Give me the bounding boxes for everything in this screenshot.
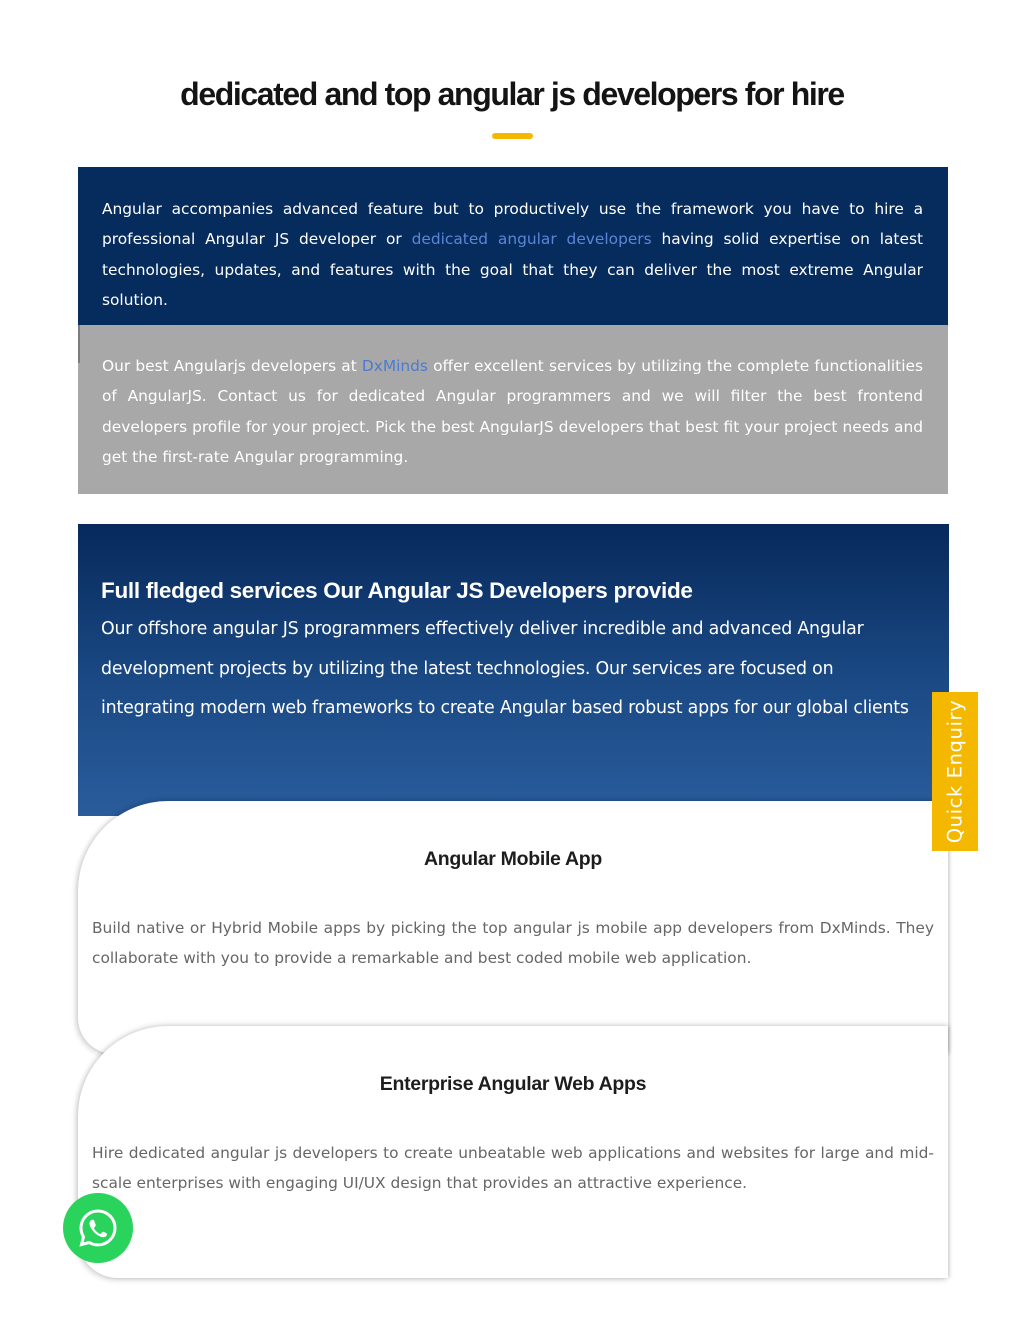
service-card-angular-mobile-app — [78, 801, 948, 1054]
title-underline — [492, 133, 533, 139]
intro-text-end: having solid expertise on latest technologies, updates, and features with the goal that they can deliver the most extreme Angular solution. — [102, 230, 923, 309]
card-title: Angular Mobile App — [423, 848, 603, 870]
about-paragraph — [102, 351, 923, 472]
service-card-enterprise-web-apps — [78, 1026, 948, 1278]
services-description: Our offshore angular JS programmers effectively deliver incredible and advanced Angular development projects by utilizing the latest technologies. Our services are focused on integrating modern web frameworks to create Angular based robust apps for our global clients — [101, 619, 909, 719]
dxminds-link[interactable]: DxMinds — [361, 357, 428, 375]
whatsapp-button[interactable] — [63, 1193, 133, 1263]
services-section — [78, 524, 949, 816]
about-text-end: offer excellent services by utilizing the complete functionalities of AngularJS. Contact us for dedicated Angular programmers and we will filter the best frontend developers profile for your project. Pick the best AngularJS developers that best fit your project needs and get the first-rate Angular programming. — [102, 357, 923, 466]
about-section — [78, 325, 948, 494]
card-description: Build native or Hybrid Mobile apps by picking the top angular js mobile app developers from DxMinds. They collaborate with you to provide a remarkable and best coded mobile web application. — [92, 919, 934, 968]
quick-enquiry-button[interactable] — [932, 692, 978, 851]
intro-paragraph — [102, 194, 923, 315]
dedicated-angular-developers-link[interactable]: dedicated angular developers — [411, 230, 652, 249]
card-title: Enterprise Angular Web Apps — [379, 1073, 647, 1095]
intro-text-start: Angular accompanies advanced feature but to productively use the framework you have to hire a professional Angular JS developer or — [102, 200, 923, 249]
page-title: dedicated and top angular js developers for hire — [180, 76, 844, 112]
whatsapp-icon — [76, 1206, 120, 1250]
quick-enquiry-label: Quick Enquiry — [943, 699, 967, 844]
card-description: Hire dedicated angular js developers to create unbeatable web applications and websites for large and mid-scale enterprises with engaging UI/UX design that provides an attractive experience. — [92, 1144, 934, 1193]
intro-section — [78, 167, 948, 325]
services-title: Full fledged services Our Angular JS Developers provide — [101, 578, 693, 603]
about-text-start: Our best Angularjs developers at — [102, 357, 362, 375]
